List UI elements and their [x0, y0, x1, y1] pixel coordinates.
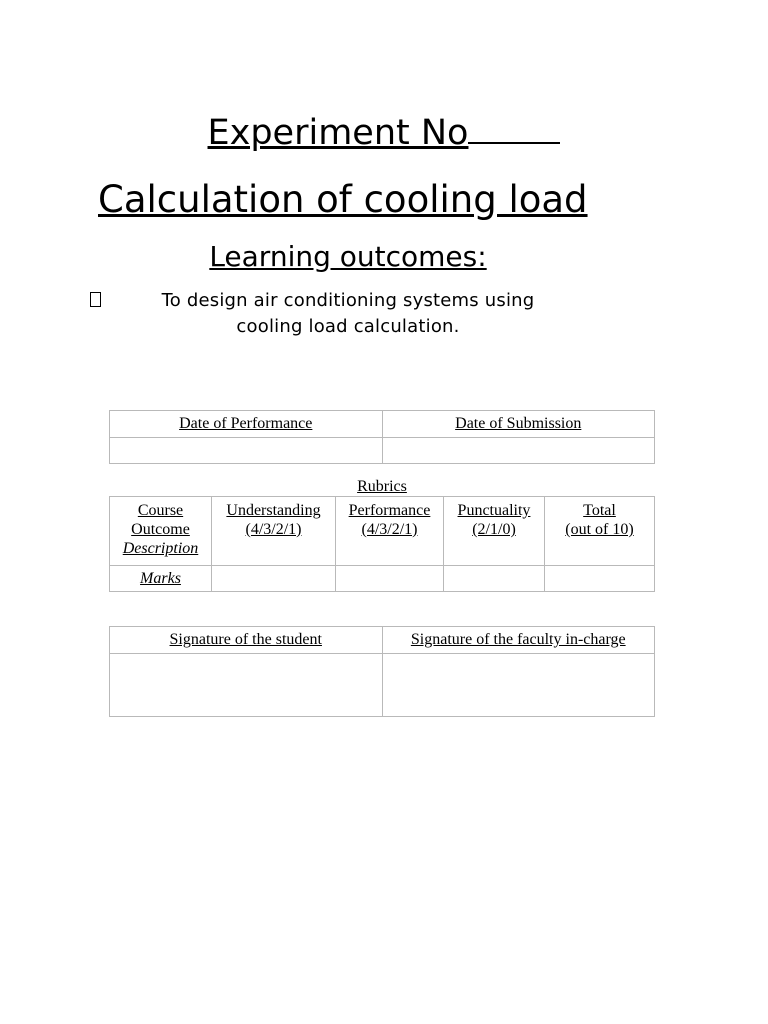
course-outcome-line-3: Description [122, 540, 199, 557]
understanding-header [212, 497, 336, 566]
experiment-label: Experiment No [207, 113, 469, 153]
outcome-line-2: cooling load calculation. [236, 316, 460, 337]
outcome-line-1: To design air conditioning systems using [161, 290, 535, 311]
rubrics-caption: Rubrics [357, 478, 407, 495]
understanding-scale: (4/3/2/1) [245, 521, 302, 538]
understanding-label: Understanding [226, 502, 321, 519]
performance-scale: (4/3/2/1) [361, 521, 418, 538]
faculty-signature-cell[interactable] [382, 654, 655, 717]
punctuality-header [444, 497, 545, 566]
date-of-performance-cell[interactable] [110, 438, 383, 464]
punctuality-label: Punctuality [457, 502, 531, 519]
date-of-performance-header: Date of Performance [110, 411, 383, 438]
course-outcome-line-2: Outcome [131, 521, 190, 538]
course-outcome-header [110, 497, 212, 566]
total-header [545, 497, 655, 566]
performance-label: Performance [348, 502, 431, 519]
dates-table [109, 410, 655, 464]
checkbox-bullet-icon [90, 292, 101, 307]
rubrics-table [109, 496, 655, 592]
performance-marks-cell[interactable] [336, 566, 444, 592]
experiment-title: Calculation of cooling load [98, 178, 588, 221]
student-signature-header: Signature of the student [110, 627, 383, 654]
course-outcome-line-1: Course [137, 502, 184, 519]
signatures-table [109, 626, 655, 717]
date-of-submission-header: Date of Submission [382, 411, 655, 438]
student-signature-cell[interactable] [110, 654, 383, 717]
total-label: Total [583, 502, 616, 519]
total-marks-cell[interactable] [545, 566, 655, 592]
learning-outcomes-heading: Learning outcomes: [209, 240, 487, 273]
experiment-number-blank [468, 112, 560, 144]
marks-row-label: Marks [110, 566, 212, 592]
punctuality-scale: (2/1/0) [472, 521, 516, 538]
total-scale: (out of 10) [565, 521, 634, 538]
understanding-marks-cell[interactable] [212, 566, 336, 592]
punctuality-marks-cell[interactable] [444, 566, 545, 592]
outcome-item [0, 288, 768, 348]
experiment-number-heading [0, 112, 768, 153]
date-of-submission-cell[interactable] [382, 438, 655, 464]
faculty-signature-header: Signature of the faculty in-charge [382, 627, 655, 654]
performance-header [336, 497, 444, 566]
outcome-text [128, 288, 568, 340]
